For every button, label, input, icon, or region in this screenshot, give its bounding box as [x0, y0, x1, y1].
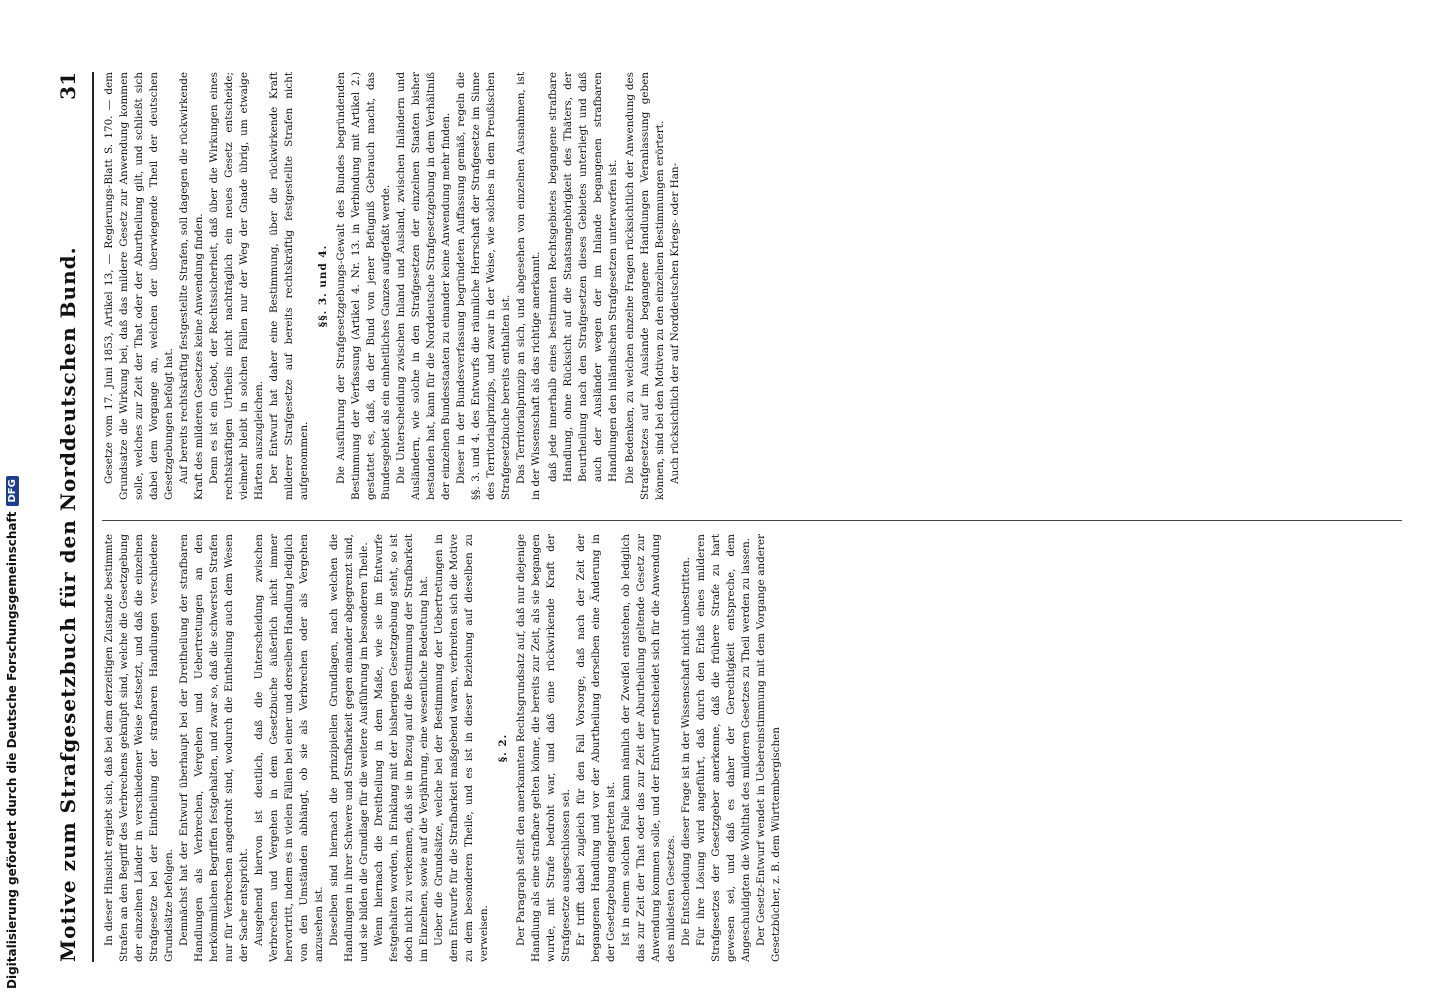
paragraph: Dieselben sind hiernach die prinzipiellen Grundlagen, nach welchen die Handlungen in ihrer Schwere und Strafbarkeit gegen einander abgegrenzt sind, und sie bilden die Grundlage für die weitere Ausführung im besonderen Theile. [328, 534, 370, 962]
paragraph: Ueber die Grundsätze, welche bei der Bestimmung der Uebertretungen in dem Entwurfe für die Strafbarkeit maßgebend waren, verbreiten sich die Motive zu dem besonderen Theile, und es ist in dieser Beziehung auf dieselben zu verweisen. [433, 534, 490, 962]
paragraph: Denn es ist ein Gebot, der Rechtssicherheit, daß über die Wirkungen eines rechtskräftigen Urtheils nicht nachträglich ein neues Gesetz entscheide; vielmehr bleibt in solchen Fällen nur der Weg der Gnade übrig, um etwaige Härten auszugleichen. [208, 72, 265, 500]
footer-strip [0, 0, 24, 1000]
paragraph: Wenn hiernach die Dreitheilung in dem Maße, wie sie im Entwurfe festgehalten worden, in Einklang mit der bisherigen Gesetzgebung steht, so ist doch nicht zu verkennen, daß sie in Bezug auf die Bestimmung der Strafbarkeit im Einzelnen, sowie auf die Verjährung, eine wesentliche Bedeutung hat. [373, 534, 430, 962]
paragraph: In dieser Hinsicht ergiebt sich, daß bei dem derzeitigen Zustande bestimmte Strafen an den Begriff des Verbrechens geknüpft sind, welche die Gesetzgebung der einzelnen Länder in verschiedener Weise festsetzt, und daß die einzelnen Strafgesetze bei der Eintheilung der strafbaren Handlungen verschiedene Grundsätze befolgen. [103, 534, 175, 962]
footer-text: Digitalisierung gefördert durch die Deutsche Forschungsgemeinschaft [5, 511, 19, 989]
paragraph: Ausgehend hiervon ist deutlich, daß die Unterscheidung zwischen Verbrechen und Vergehen in dem Gesetzbuche äußerlich nicht immer hervortritt, indem es in vielen Fällen bei einer und derselben Handlung lediglich von den Umständen abhängt, ob sie als Verbrechen oder als Vergehen anzusehen ist. [253, 534, 325, 962]
dfg-logo: DFG [6, 476, 19, 505]
paragraph: Die Bedenken, zu welchen einzelne Fragen rücksichtlich der Anwendung des Strafgesetzes auf im Auslande begangene Handlungen Veranlassung geben können, sind bei den Motiven zu den einzelnen Bestimmungen erörtert. [624, 72, 666, 500]
left-column [102, 534, 1402, 962]
header-rule [92, 72, 94, 962]
paragraph: Er trifft dabei zugleich für den Fall Vorsorge, daß nach der Zeit der begangenen Handlung und vor der Aburtheilung derselben eine Änderung in der Gesetzgebung eingetreten ist. [575, 534, 617, 962]
section-heading: §§. 3. und 4. [317, 244, 329, 328]
quotation: daß jede innerhalb eines bestimmten Rechtsgebietes begangene strafbare Handlung, ohne Rücksicht auf die Staatsangehörigkeit des Thäters, der Beurtheilung nach den Strafgesetzen dieses Gebietes unterliegt und daß auch der Ausländer wegen der im Inlande begangenen strafbaren Handlungen den inländischen Strafgesetzen unterworfen ist. [547, 72, 619, 482]
scanned-page [40, 42, 1430, 992]
paragraph: Der Paragraph stellt den anerkannten Rechtsgrundsatz auf, daß nur diejenige Handlung als eine strafbare gelten könne, die bereits zur Zeit, als sie begangen wurde, mit Strafe bedroht war, und daß eine rückwirkende Kraft der Strafgesetze ausgeschlossen sei. [515, 533, 572, 962]
paragraph: Auch rücksichtlich der auf Norddeutschen Kriegs- oder Han- [669, 162, 681, 484]
paragraph: Gesetze vom 17. Juni 1853, Artikel 13, — Regierungs-Blatt S. 170. — dem Grundsatze die Wirkung bei, daß das mildere Gesetz zur Anwendung kommen solle, welches zur Zeit der That oder der Aburtheilung gilt, und schließt sich dabei dem Vorgange an, welchen der überwiegende Theil der deutschen Gesetzgebungen befolgt hat. [103, 72, 175, 500]
paragraph: Die Entscheidung dieser Frage ist in der Wissenschaft nicht unbestritten. [680, 557, 692, 946]
paragraph: Ist in einem solchen Falle kann nämlich der Zweifel entstehen, ob lediglich das zur Zeit der That oder das zur Zeit der Aburtheilung geltende Gesetz zur Anwendung kommen solle, und der Entwurf entscheidet sich für die Anwendung des mildesten Gesetzes. [620, 534, 677, 962]
page-number: 31 [56, 72, 80, 100]
paragraph: Demnächst hat der Entwurf überhaupt bei der Dreitheilung der strafbaren Handlungen als Verbrechen, Vergehen und Uebertretungen an den herkömmlichen Begriffen festgehalten, und zwar so, daß die schwersten Strafen nur für Verbrechen angedroht sind, wodurch die Eintheilung auch dem Wesen der Sache entspricht. [178, 534, 250, 962]
paragraph: Für ihre Lösung wird angeführt, daß durch den Erlaß eines milderen Strafgesetzes der Gesetzgeber anerkenne, daß die frühere Strafe zu hart gewesen sei, und daß es daher der Gerechtigkeit entspreche, dem Angeschuldigten die Wohlthat des milderen Gesetzes zu Theil werden zu lassen. [695, 534, 752, 962]
paragraph: Der Entwurf hat daher eine Bestimmung, über die rückwirkende Kraft milderer Strafgesetze auf bereits rechtskräftig festgestellte Strafen nicht aufgenommen. [268, 72, 310, 500]
paragraph: Die Ausführung der Strafgesetzgebungs-Gewalt des Bundes begründenden Bestimmung der Verfassung (Artikel 4. Nr. 13. in Verbindung mit Artikel 2.) gestattet es, daß, da der Bund von jener Befugniß Gebrauch macht, das Bundesgebiet als ein einheitliches Ganzes aufgefaßt werde. [335, 72, 392, 500]
paragraph: Der Gesetz-Entwurf wendet in Uebereinstimmung mit dem Vorgange anderer Gesetzbücher, z. B. dem Württembergischen [755, 534, 782, 962]
column-divider [102, 520, 1402, 521]
paragraph: Dieser in der Bundesverfassung begründeten Auffassung gemäß, regeln die §§. 3. und 4. des Entwurfs die räumliche Herrschaft der Strafgesetze im Sinne des Territorialprinzips, und zwar in der Weise, wie solches in dem Preußischen Strafgesetzbuche bereits enthalten ist. [455, 72, 512, 500]
paragraph: Auf bereits rechtskräftig festgestellte Strafen, soll dagegen die rückwirkende Kraft des milderen Gesetzes keine Anwendung finden. [178, 72, 205, 500]
paragraph: Das Territorialprinzip an sich, und abgesehen von einzelnen Ausnahmen, ist in der Wissenschaft als das richtige anerkannt. [515, 72, 542, 500]
paragraph: Die Unterscheidung zwischen Inland und Ausland, zwischen Inländern und Ausländern, wie solche in den Strafgesetzen der einzelnen Staaten bisher bestanden hat, kann für die Norddeutsche Strafgesetzgebung in dem Verhältniß der einzelnen Bundesstaaten zu einander keine Anwendung mehr finden. [395, 72, 452, 500]
page-content [40, 42, 1430, 992]
running-head [56, 72, 90, 962]
section-heading: §. 2. [497, 733, 509, 763]
running-title: Motive zum Strafgesetzbuch für den Norddeutschen Bund. [56, 246, 80, 962]
right-column [102, 72, 1402, 500]
